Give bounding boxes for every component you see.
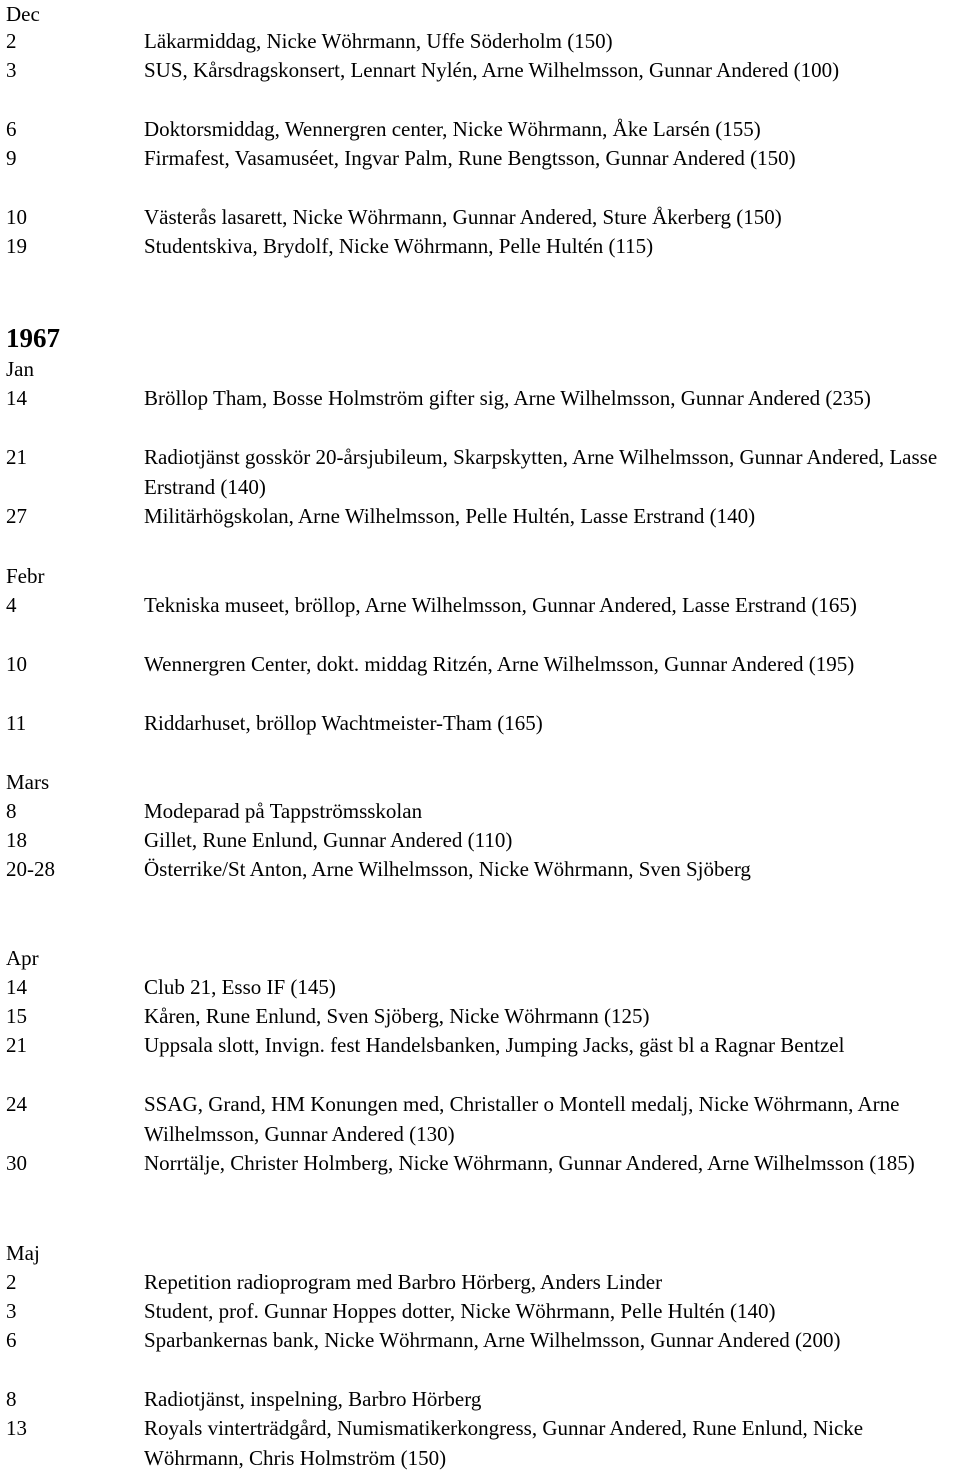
entry-row: [0, 144, 960, 203]
entry-date: 15: [6, 1004, 27, 1028]
entry-row: [0, 591, 960, 650]
month-heading: Febr: [6, 564, 45, 588]
month-heading: Maj: [6, 1241, 40, 1265]
entry-date: 14: [6, 386, 27, 410]
entry-row: [0, 1297, 960, 1327]
entry-row: [0, 27, 960, 57]
entry-description: Läkarmiddag, Nicke Wöhrmann, Uffe Söderholm (150): [144, 29, 613, 53]
entry-description: Modeparad på Tappströmsskolan: [144, 799, 423, 823]
entry-row: [0, 384, 960, 443]
entry-date: 8: [6, 799, 17, 823]
entry-row: [0, 1031, 960, 1090]
entry-description: Radiotjänst gosskör 20-årsjubileum, Skarpskytten, Arne Wilhelmsson, Gunnar Andered, Lasse Erstrand (140): [144, 445, 938, 499]
entry-row: [0, 203, 960, 233]
entry-description: Studentskiva, Brydolf, Nicke Wöhrmann, Pelle Hultén (115): [144, 234, 654, 258]
entry-description: Wennergren Center, dokt. middag Ritzén, Arne Wilhelmsson, Gunnar Andered (195): [144, 652, 855, 676]
entry-row: [0, 1268, 960, 1298]
month-heading: Apr: [6, 946, 39, 970]
entry-description: Student, prof. Gunnar Hoppes dotter, Nicke Wöhrmann, Pelle Hultén (140): [144, 1299, 776, 1323]
entry-description: Norrtälje, Christer Holmberg, Nicke Wöhrmann, Gunnar Andered, Arne Wilhelmsson (185): [144, 1151, 915, 1175]
entry-date: 8: [6, 1387, 17, 1411]
entry-description: Tekniska museet, bröllop, Arne Wilhelmsson, Gunnar Andered, Lasse Erstrand (165): [144, 593, 857, 617]
month-heading: Mars: [6, 770, 50, 794]
entry-date: 10: [6, 652, 27, 676]
entry-date: 20-28: [6, 857, 55, 881]
entry-date: 3: [6, 1299, 17, 1323]
entry-description: Österrike/St Anton, Arne Wilhelmsson, Nicke Wöhrmann, Sven Sjöberg: [144, 857, 751, 881]
entry-date: 14: [6, 975, 27, 999]
entry-row: [0, 1149, 960, 1208]
entry-date: 24: [6, 1092, 27, 1116]
entry-description: Sparbankernas bank, Nicke Wöhrmann, Arne Wilhelmsson, Gunnar Andered (200): [144, 1328, 841, 1352]
entry-date: 3: [6, 58, 17, 82]
entry-date: 9: [6, 146, 17, 170]
entry-date: 27: [6, 504, 27, 528]
entry-date: 13: [6, 1416, 27, 1440]
entry-row: [0, 1002, 960, 1032]
entry-row: [0, 1414, 960, 1473]
entry-description: Bröllop Tham, Bosse Holmström gifter sig, Arne Wilhelmsson, Gunnar Andered (235): [144, 386, 871, 410]
entry-description: Royals vinterträdgård, Numismatikerkongress, Gunnar Andered, Rune Enlund, Nicke Wöhrmann, Chris Holmström (150): [144, 1416, 864, 1470]
entry-date: 6: [6, 1328, 17, 1352]
entry-description: SUS, Kårsdragskonsert, Lennart Nylén, Arne Wilhelmsson, Gunnar Andered (100): [144, 58, 840, 82]
entry-date: 4: [6, 593, 17, 617]
entry-description: Uppsala slott, Invign. fest Handelsbanken, Jumping Jacks, gäst bl a Ragnar Bentzel: [144, 1033, 845, 1057]
entry-description: Västerås lasarett, Nicke Wöhrmann, Gunnar Andered, Sture Åkerberg (150): [144, 205, 782, 229]
entry-description: Riddarhuset, bröllop Wachtmeister-Tham (165): [144, 711, 543, 735]
month-heading: Dec: [6, 2, 40, 26]
entry-description: Firmafest, Vasamuséet, Ingvar Palm, Rune Bengtsson, Gunnar Andered (150): [144, 146, 796, 170]
entry-description: Kåren, Rune Enlund, Sven Sjöberg, Nicke Wöhrmann (125): [144, 1004, 650, 1028]
month-heading: Jan: [6, 357, 34, 381]
entry-row: [0, 232, 960, 262]
entry-description: Repetition radioprogram med Barbro Hörberg, Anders Linder: [144, 1270, 663, 1294]
entry-row: [0, 826, 960, 856]
entry-row: [0, 855, 960, 885]
entry-description: Gillet, Rune Enlund, Gunnar Andered (110): [144, 828, 513, 852]
entry-description: Club 21, Esso IF (145): [144, 975, 336, 999]
entry-row: [0, 709, 960, 739]
entry-date: 11: [6, 711, 27, 735]
entry-row: [0, 797, 960, 827]
entry-date: 19: [6, 234, 27, 258]
entry-row: [0, 1326, 960, 1385]
entry-description: SSAG, Grand, HM Konungen med, Christaller o Montell medalj, Nicke Wöhrmann, Arne Wilhelmsson, Gunnar Andered (130): [144, 1092, 900, 1146]
entry-date: 6: [6, 117, 17, 141]
entry-row: [0, 973, 960, 1003]
entry-date: 21: [6, 1033, 27, 1057]
entry-row: [0, 115, 960, 145]
entry-row: [0, 1385, 960, 1415]
entry-description: Radiotjänst, inspelning, Barbro Hörberg: [144, 1387, 482, 1411]
entry-date: 21: [6, 445, 27, 469]
entry-row: [0, 443, 960, 502]
entry-row: [0, 650, 960, 709]
entry-date: 10: [6, 205, 27, 229]
year-heading: 1967: [6, 323, 60, 353]
entry-row: [0, 1090, 960, 1149]
entry-description: Doktorsmiddag, Wennergren center, Nicke Wöhrmann, Åke Larsén (155): [144, 117, 761, 141]
entry-date: 2: [6, 29, 17, 53]
entry-date: 30: [6, 1151, 27, 1175]
entry-row: [0, 56, 960, 115]
entry-date: 18: [6, 828, 27, 852]
entry-description: Militärhögskolan, Arne Wilhelmsson, Pelle Hultén, Lasse Erstrand (140): [144, 504, 756, 528]
entry-date: 2: [6, 1270, 17, 1294]
entry-row: [0, 502, 960, 532]
